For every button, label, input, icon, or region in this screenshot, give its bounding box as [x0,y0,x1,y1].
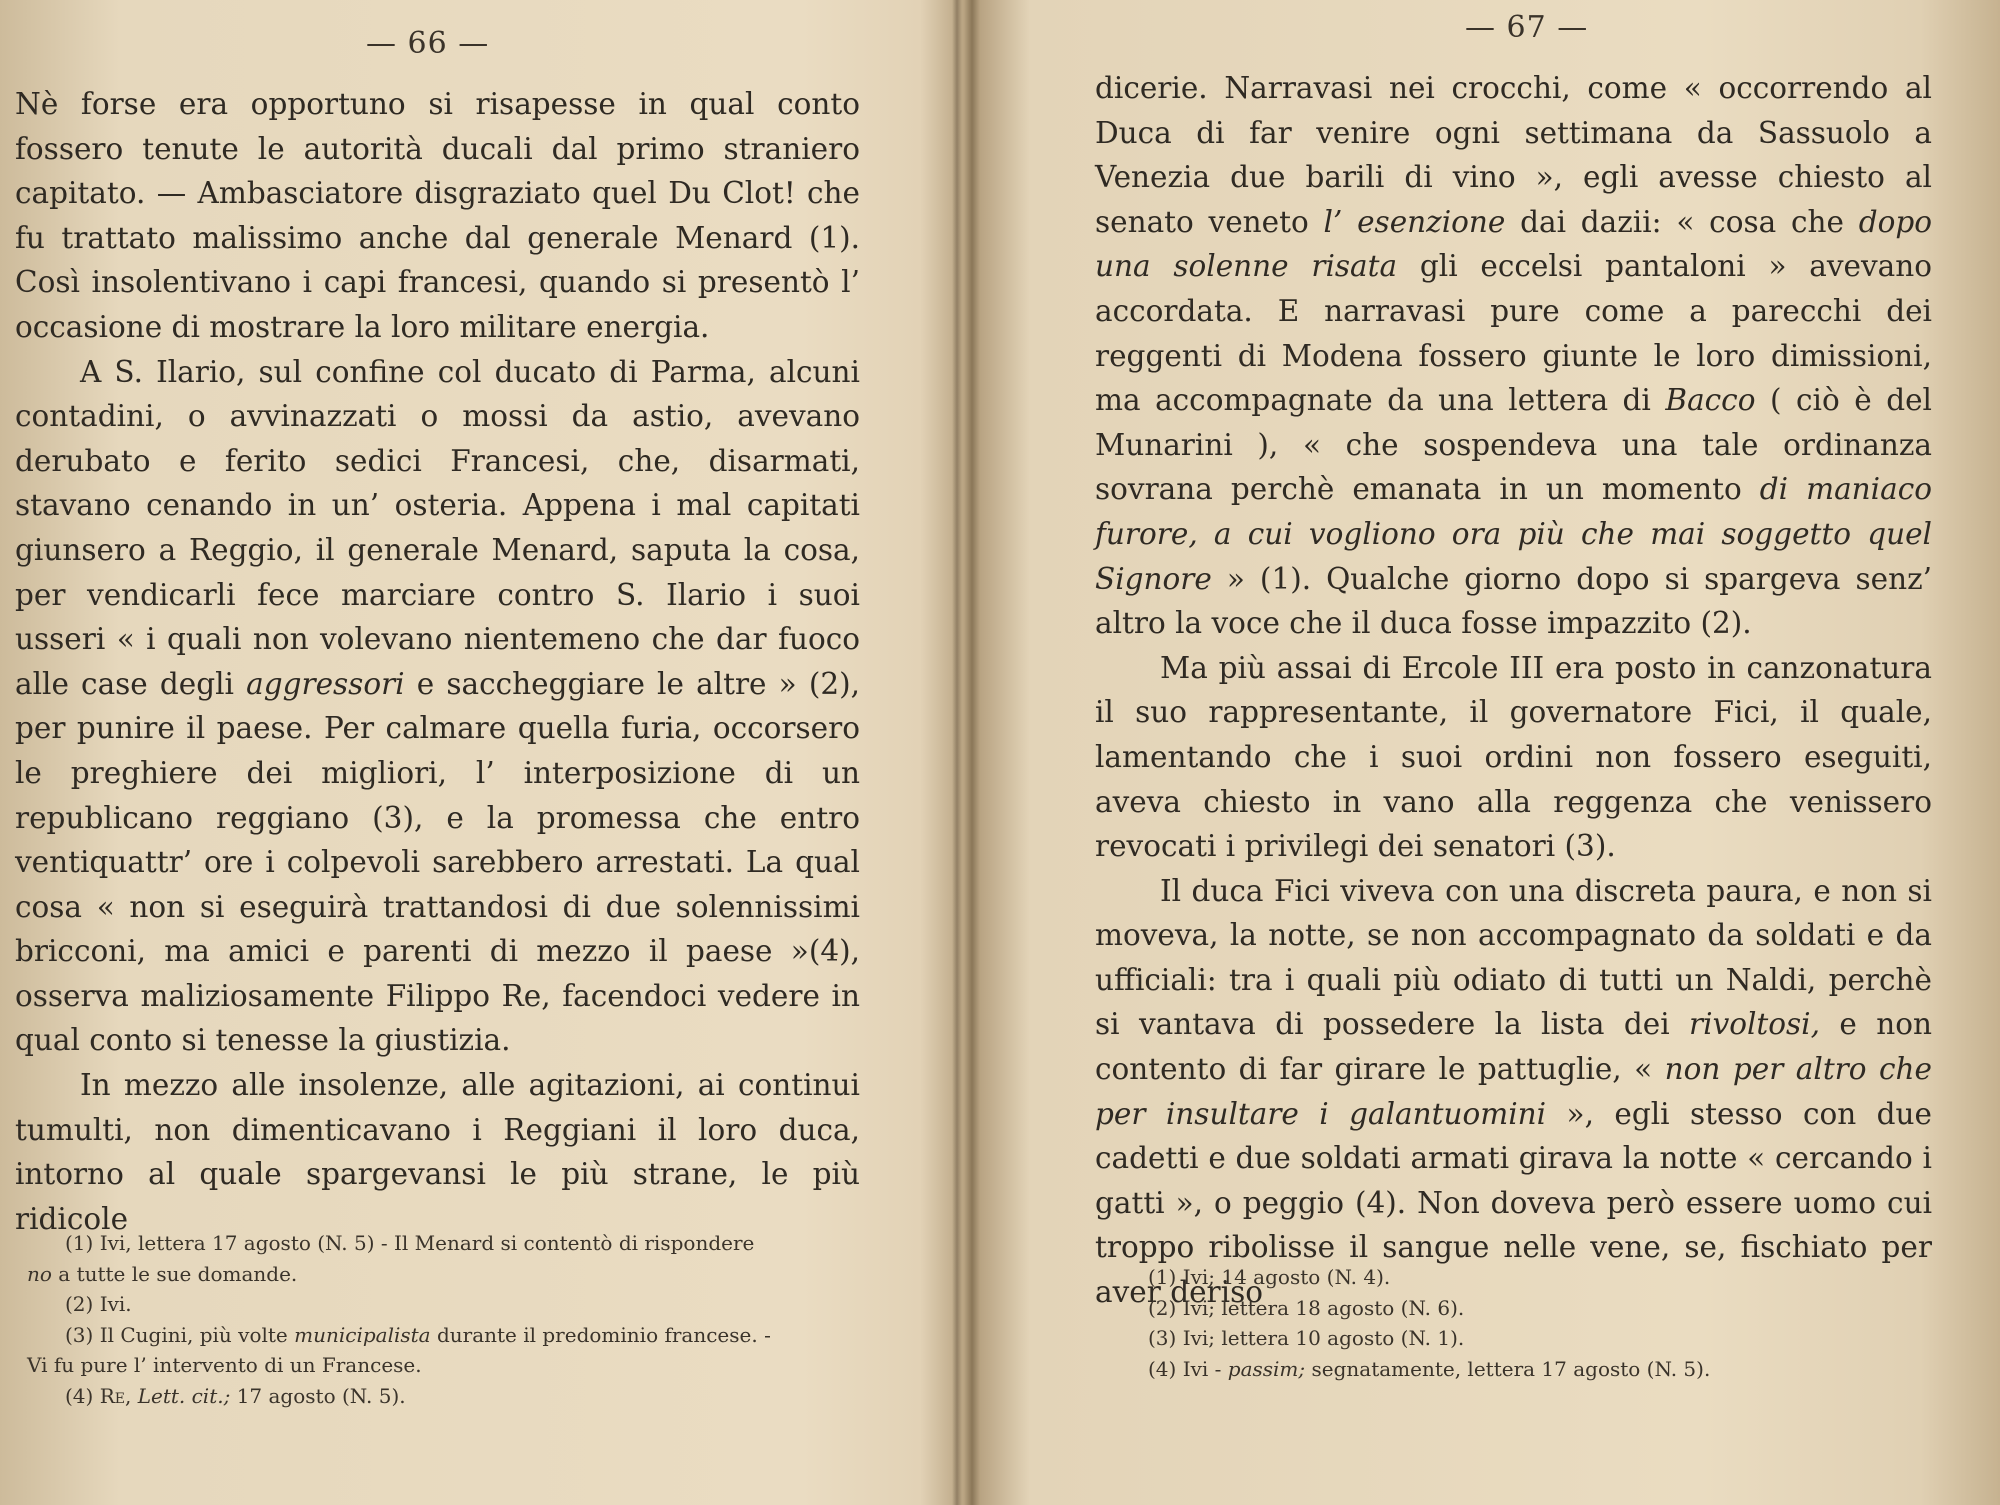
right-p1-e: » (1). Qualche giorno dopo si spargeva senz’ altro la voce che il duca fosse impazzito (2). [1095,561,1932,641]
footnote-left-4-end: 17 agosto (N. 5). [236,1383,406,1408]
right-p1-b-italic: dopo una solenne risata [1095,204,1932,284]
right-p1-d: ( ciò è del Munarini ), « che sospendeva una tale ordinanza sovrana perchè emanata in un momento [1095,383,1932,507]
right-paragraph-3 [1095,869,1932,1315]
footnote-right-4 [1148,1354,1968,1385]
right-p3-a-italic: rivoltosi, [1689,1007,1820,1042]
left-footnotes [25,1228,865,1411]
footnote-left-3-end: durante il predominio francese. - [436,1322,771,1347]
right-p1-a-italic: l’ esenzione [1323,204,1506,239]
left-paragraph-2-text: A S. Ilario, sul confine col ducato di Parma, alcuni contadini, o avvinazzati o mossi da astio, avevano derubato e ferito sedici Francesi, che, disarmati, stavano cenando in un’ osteria. Appena i mal capitati giunsero a Reggio, il generale Menard, saputa la cosa, per vendicarli fece marciare contro S. Ilario i suoi usseri « i quali non volevano nientemeno che dar fuoco alle case degli [15,354,860,701]
footnote-left-3 [25,1320,865,1351]
right-p1-d-italic: di maniaco furore, a cui vogliono ora più che mai soggetto quel Signore [1095,472,1932,596]
left-page-body [15,82,860,1241]
footnote-left-4-num: (4) [65,1383,94,1408]
footnote-left-4-author: Re, [99,1383,132,1408]
footnote-right-3: (3) Ivi; lettera 10 agosto (N. 1). [1148,1326,1465,1350]
right-p3-a: Il duca Fici viveva con una discreta paura, e non si moveva, la notte, se non accompagnato da soldati e da ufficiali: tra i quali più odiato di tutti un Naldi, perchè si vantava di possedere la lista dei [1095,873,1932,1042]
footnote-left-1-end: a tutte le sue domande. [58,1261,298,1286]
right-p1-b: dai dazii: « cosa che [1520,204,1844,239]
left-paragraph-3: In mezzo alle insolenze, alle agitazioni, ai continui tumulti, non dimenticavano i Reggiani il loro duca, intorno al quale spargevansi le più strane, le più ridicole [15,1068,860,1236]
footnote-right-2: (2) Ivi; lettera 18 agosto (N. 6). [1148,1295,1465,1320]
footnote-left-2: (2) Ivi. [65,1292,132,1316]
footnote-left-3-italic: municipalista [294,1322,431,1347]
left-page [0,0,955,1505]
right-p1-c-italic: Bacco [1665,383,1756,418]
right-p3-c: », egli stesso con due cadetti e due soldati armati girava la notte « cercando i gatti », o peggio (4). Non doveva però essere uomo cui troppo ribolisse il sangue nelle vene, se, fischiato per aver deriso [1095,1096,1932,1310]
right-paragraph-2: Ma più assai di Ercole III era posto in canzonatura il suo rappresentante, il governatore Fici, il quale, lamentando che i suoi ordini non fossero eseguiti, aveva chiesto in vano alla reggenza che venissero revocati i privilegi dei senatori (3). [1095,650,1932,864]
footnote-right-4-text: (4) Ivi - [1148,1356,1222,1381]
left-paragraph-2-italic: aggressori [246,666,405,701]
footnote-left-1-italic: no [27,1261,52,1286]
right-footnotes [1148,1262,1968,1384]
left-paragraph-2-cont: e saccheggiare le altre » (2), per punire il paese. Per calmare quella furia, occorsero le preghiere dei migliori, l’ interposizione di un republicano reggiano (3), e la promessa che entro ventiquattr’ ore i colpevoli sarebbero arrestati. La qual cosa « non si eseguirà trattandosi di due solennissimi bricconi, ma amici e parenti di mezzo il paese »(4), osserva maliziosamente Filippo Re, facendoci vedere in qual conto si tenesse la giustizia. [15,666,860,1058]
right-p3-b-italic: non per altro che per insultare i galantuomini [1095,1052,1932,1131]
page-number-left: — 66 — [366,26,490,61]
footnote-left-4 [25,1381,865,1412]
footnote-left-4-italic: Lett. cit.; [137,1383,231,1408]
footnote-left-3-text: (3) Il Cugini, più volte [65,1322,288,1347]
footnote-left-1-text: (1) Ivi, lettera 17 agosto (N. 5) - Il Menard si contentò di rispondere [65,1231,755,1255]
right-paragraph-1 [1095,66,1932,646]
footnote-right-4-italic: passim; [1227,1356,1306,1381]
right-p1-c: gli eccelsi pantaloni » avevano accordata. E narravasi pure come a parecchi dei reggenti di Modena fossero giunte le loro dimissioni, ma accompagnate da una lettera di [1095,249,1933,418]
footnote-left-1-cont [25,1259,865,1290]
left-paragraph-2 [15,350,860,1064]
page-number-right: — 67 — [1465,10,1589,45]
footnote-right-4-end: segnatamente, lettera 17 agosto (N. 5). [1311,1356,1711,1381]
right-page-body [1095,66,1932,1315]
footnote-left-1 [25,1228,865,1259]
footnote-left-3-cont: Vi fu pure l’ intervento di un Francese. [27,1353,422,1377]
right-p1-a: dicerie. Narravasi nei crocchi, come « occorrendo al Duca di far venire ogni settimana da Sassuolo a Venezia due barili di vino », egli avesse chiesto al senato veneto [1095,71,1932,239]
left-paragraph-1: Nè forse era opportuno si risapesse in qual conto fossero tenute le autorità ducali dal primo straniero capitato. — Ambasciatore disgraziato quel Du Clot! che fu trattato malissimo anche dal generale Menard (1). Così insolentivano i capi francesi, quando si presentò l’ occasione di mostrare la loro militare energia. [15,87,860,344]
footnote-right-1: (1) Ivi; 14 agosto (N. 4). [1148,1265,1391,1289]
right-p3-b: e non contento di far girare le pattuglie, « [1095,1007,1932,1087]
